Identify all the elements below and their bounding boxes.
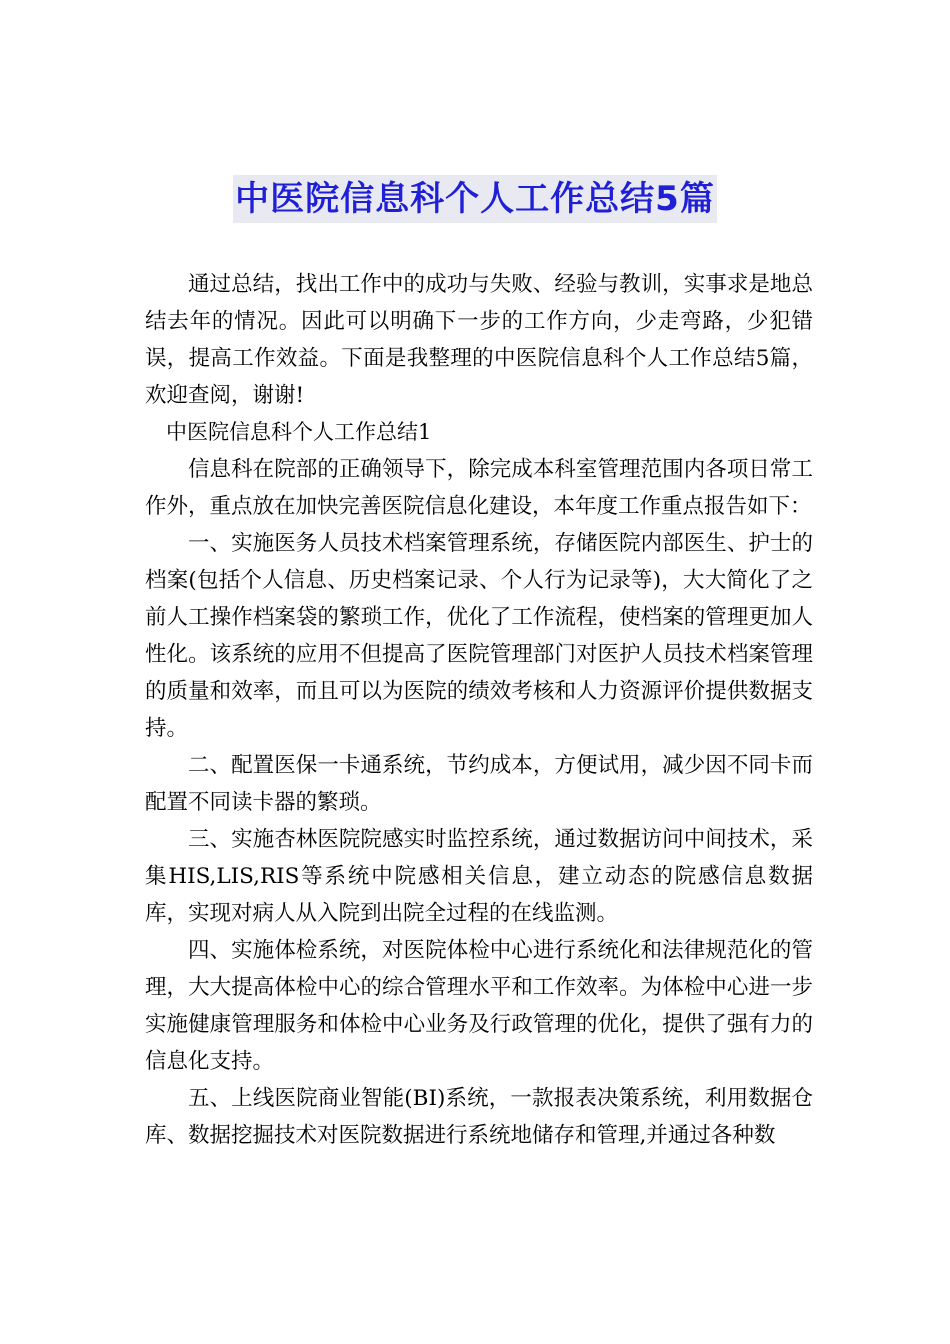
body-paragraph: 五、上线医院商业智能(BI)系统，一款报表决策系统，利用数据仓库、数据挖掘技术对医院数据进行系统地储存和管理,并通过各种数 <box>145 1086 813 1148</box>
body-paragraph: 二、配置医保一卡通系统，节约成本，方便试用，减少因不同卡而配置不同读卡器的繁琐。 <box>145 753 813 815</box>
document-title: 中医院信息科个人工作总结5篇 <box>233 175 717 223</box>
body-paragraph: 四、实施体检系统，对医院体检中心进行系统化和法律规范化的管理，大大提高体检中心的综合管理水平和工作效率。为体检中心进一步实施健康管理服务和体检中心业务及行政管理的优化，提供了强有力的信息化支持。 <box>145 938 813 1074</box>
document-body <box>145 266 813 1154</box>
body-paragraph: 一、实施医务人员技术档案管理系统，存储医院内部医生、护士的档案(包括个人信息、历史档案记录、个人行为记录等)，大大简化了之前人工操作档案袋的繁琐工作，优化了工作流程，使档案的管理更加人性化。该系统的应用不但提高了医院管理部门对医护人员技术档案管理的质量和效率，而且可以为医院的绩效考核和人力资源评价提供数据支持。 <box>145 531 813 741</box>
title-container <box>0 175 950 223</box>
body-paragraph: 信息科在院部的正确领导下，除完成本科室管理范围内各项日常工作外，重点放在加快完善医院信息化建设，本年度工作重点报告如下： <box>145 457 813 519</box>
intro-paragraph: 通过总结，找出工作中的成功与失败、经验与教训，实事求是地总结去年的情况。因此可以明确下一步的工作方向，少走弯路，少犯错误，提高工作效益。下面是我整理的中医院信息科个人工作总结5篇，欢迎查阅，谢谢! <box>145 272 813 408</box>
section-heading: 中医院信息科个人工作总结1 <box>166 420 432 444</box>
body-paragraph: 三、实施杏林医院院感实时监控系统，通过数据访问中间技术，采集HIS,LIS,RIS等系统中院感相关信息，建立动态的院感信息数据库，实现对病人从入院到出院全过程的在线监测。 <box>145 827 813 926</box>
